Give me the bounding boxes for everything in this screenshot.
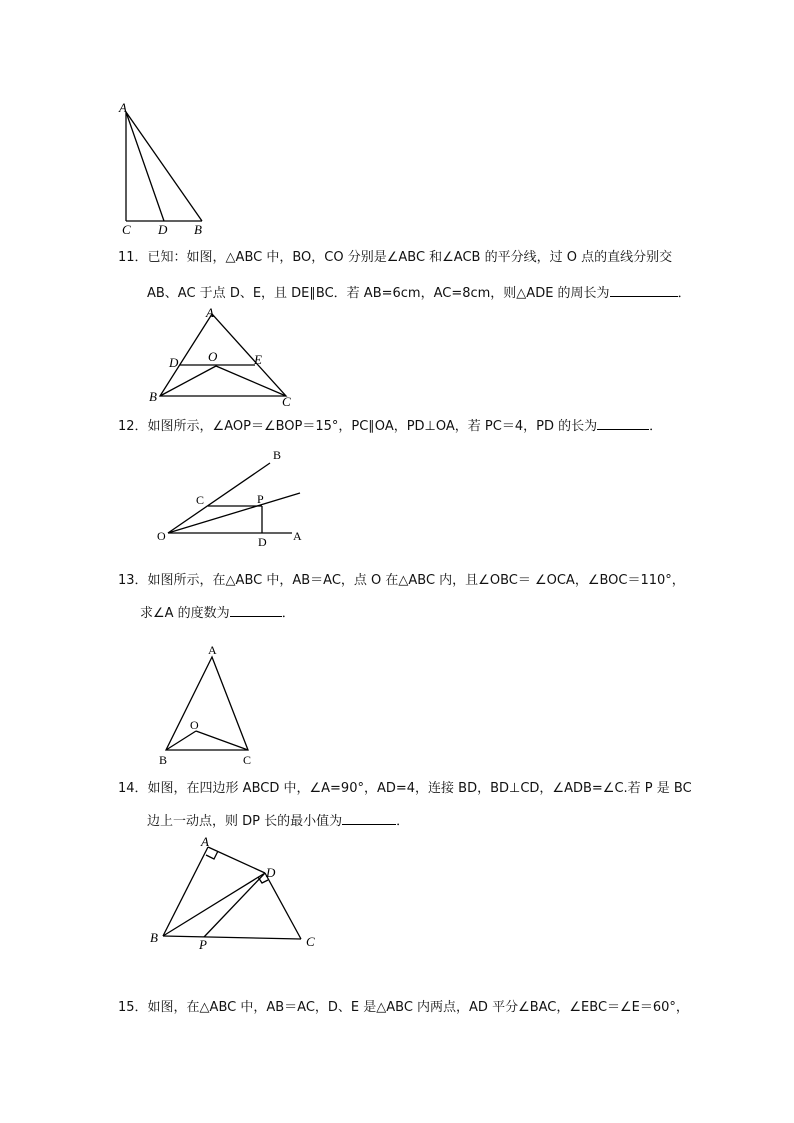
label-D: D xyxy=(158,222,168,237)
figure-q10 xyxy=(110,100,220,240)
question-text: 求∠A 的度数为 xyxy=(140,606,230,621)
figure-q12 xyxy=(150,445,310,555)
question-number: 12． xyxy=(118,419,148,434)
label-C: C xyxy=(306,934,315,949)
question-13-line2 xyxy=(140,603,295,623)
label-A: A xyxy=(206,305,214,320)
figure-q11 xyxy=(140,300,300,410)
answer-blank[interactable] xyxy=(610,283,678,297)
label-B: B xyxy=(149,389,157,404)
label-A: A xyxy=(119,100,127,115)
answer-blank[interactable] xyxy=(342,811,396,825)
question-text: 已知：如图，△ABC 中，BO，CO 分别是∠ABC 和∠ACB 的平分线，过 O 点的直线分别交 xyxy=(147,250,673,265)
question-number: 14． xyxy=(118,781,148,796)
label-O: O xyxy=(157,529,166,543)
label-D: D xyxy=(266,865,276,880)
question-text: AB、AC 于点 D、E，且 DE∥BC．若 AB=6cm，AC=8cm，则△ADE 的周长为 xyxy=(147,286,610,301)
label-B: B xyxy=(273,448,282,462)
figure-q13 xyxy=(150,640,270,770)
label-O: O xyxy=(208,349,218,364)
answer-blank[interactable] xyxy=(230,603,282,617)
label-C: C xyxy=(122,222,131,237)
label-D: D xyxy=(258,535,267,549)
question-number: 11． xyxy=(118,250,148,265)
question-number: 15． xyxy=(118,1000,148,1015)
question-text: 如图，在△ABC 中，AB＝AC，D、E 是△ABC 内两点，AD 平分∠BAC，∠EBC＝∠E＝60°， xyxy=(147,1000,689,1015)
question-12-line1 xyxy=(118,416,662,436)
question-11-line1 xyxy=(118,249,672,267)
label-A: A xyxy=(208,643,217,657)
label-B: B xyxy=(194,222,202,237)
label-P: P xyxy=(199,937,207,952)
label-O: O xyxy=(190,718,199,732)
question-end: ． xyxy=(396,814,410,829)
label-A: A xyxy=(201,834,209,849)
question-end: ． xyxy=(649,419,663,434)
question-15-line1 xyxy=(118,999,689,1017)
label-B: B xyxy=(150,930,158,945)
question-14-line2 xyxy=(147,811,409,831)
label-B: B xyxy=(159,753,168,767)
label-A: A xyxy=(293,529,302,543)
question-number: 13． xyxy=(118,573,148,588)
label-C: C xyxy=(243,753,252,767)
question-text: 边上一动点，则 DP 长的最小值为 xyxy=(147,814,343,829)
figure-q14 xyxy=(145,830,325,955)
question-text: 如图所示，在△ABC 中，AB＝AC，点 O 在△ABC 内，且∠OBC＝ ∠OCA，∠BOC＝110°， xyxy=(147,573,685,588)
question-text: 如图所示，∠AOP＝∠BOP＝15°，PC∥OA，PD⊥OA，若 PC＝4，PD 的长为 xyxy=(147,419,598,434)
label-P: P xyxy=(257,492,264,506)
answer-blank[interactable] xyxy=(597,416,649,430)
question-text: 如图，在四边形 ABCD 中，∠A=90°，AD=4，连接 BD，BD⊥CD，∠ADB=∠C.若 P 是 BC xyxy=(147,781,692,796)
label-C: C xyxy=(196,493,205,507)
label-C: C xyxy=(282,394,291,409)
question-14-line1 xyxy=(118,780,692,798)
label-D: D xyxy=(169,355,179,370)
label-E: E xyxy=(254,352,262,367)
question-end: ． xyxy=(281,606,295,621)
question-13-line1 xyxy=(118,572,685,590)
question-end: ． xyxy=(677,286,691,301)
